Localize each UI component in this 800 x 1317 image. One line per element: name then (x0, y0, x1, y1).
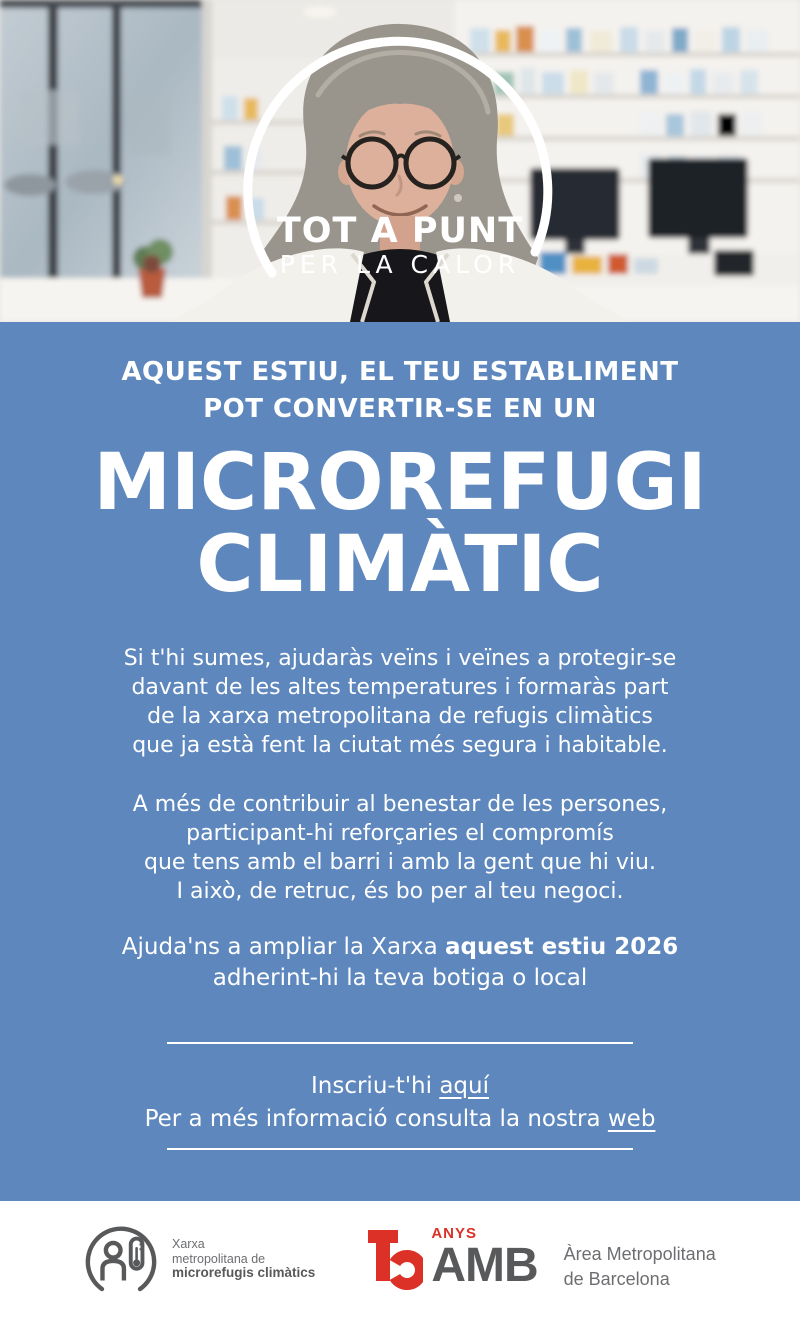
footer (0, 1201, 800, 1317)
p1-line4: que ja està fent la ciutat més segura i habitable. (132, 733, 668, 758)
badge-subtitle: PER LA CALOR (279, 250, 521, 279)
p3-line1 (0, 932, 800, 963)
xarxa-line2: metropolitana de (172, 1251, 266, 1266)
p1-line3: de la xarxa metropolitana de refugis climàtics (147, 704, 653, 729)
p1-line1: Si t'hi sumes, ajudaràs veïns i veïnes a protegir-se (123, 646, 677, 671)
xarxa-line1: Xarxa (172, 1237, 205, 1252)
p3-highlight: aquest estiu 2026 (445, 934, 679, 960)
p2-line3: que tens amb el barri i amb la gent que hi viu. (144, 850, 656, 875)
title-line-2: CLIMÀTIC (196, 520, 604, 610)
xarxa-logo-text (172, 1237, 315, 1281)
p2-line4: I això, de retruc, és bo per al teu negoci. (176, 879, 624, 904)
badge-title: TOT A PUNT (276, 211, 524, 251)
paragraph-call (0, 932, 800, 994)
kicker-line-2: POT CONVERTIR-SE EN UN (203, 394, 597, 424)
title-line-1: MICROREFUGI (93, 438, 707, 528)
cta-block (0, 1070, 800, 1136)
cta-line2 (0, 1103, 800, 1136)
amb-wordmark (431, 1226, 537, 1290)
main-content (0, 322, 800, 1201)
kicker-line-1: AQUEST ESTIU, EL TEU ESTABLIMENT (121, 357, 679, 387)
paragraph-commitment (0, 790, 800, 906)
website-link[interactable]: web (607, 1106, 656, 1132)
amb-org-line1: Àrea Metropolitana (563, 1244, 716, 1264)
paragraph-benefits (0, 644, 800, 760)
amb-logo (367, 1226, 715, 1292)
kicker (0, 354, 800, 428)
hero-photo (0, 0, 800, 322)
divider-top (167, 1042, 633, 1044)
p2-line2: participant-hi reforçaries el compromís (186, 821, 614, 846)
amb-acronym: AMB (431, 1239, 538, 1292)
cta-line1 (0, 1070, 800, 1103)
person-thermometer-circle-icon (82, 1219, 160, 1299)
amb-anys-label: ANYS (431, 1225, 477, 1242)
cta-line1-text: Inscriu-t'hi (310, 1073, 440, 1099)
page-title (0, 438, 800, 610)
p2-line1: A més de contribuir al benestar de les persones, (132, 792, 668, 817)
amb-15-anys-mark (367, 1226, 423, 1292)
p3-prefix: Ajuda'ns a ampliar la Xarxa (121, 934, 446, 960)
amb-org-line2: de Barcelona (563, 1269, 670, 1289)
signup-link[interactable]: aquí (439, 1073, 489, 1099)
amb-org-name (564, 1242, 716, 1292)
hero-badge (0, 212, 800, 280)
divider-bottom (167, 1148, 633, 1150)
cta-line2-text: Per a més informació consulta la nostra (144, 1106, 608, 1132)
xarxa-line3: microrefugis climàtics (172, 1265, 316, 1281)
p1-line2: davant de les altes temperatures i formaràs part (131, 675, 669, 700)
p3-line2: adherint-hi la teva botiga o local (212, 965, 588, 991)
xarxa-microrefugis-logo (82, 1219, 315, 1299)
